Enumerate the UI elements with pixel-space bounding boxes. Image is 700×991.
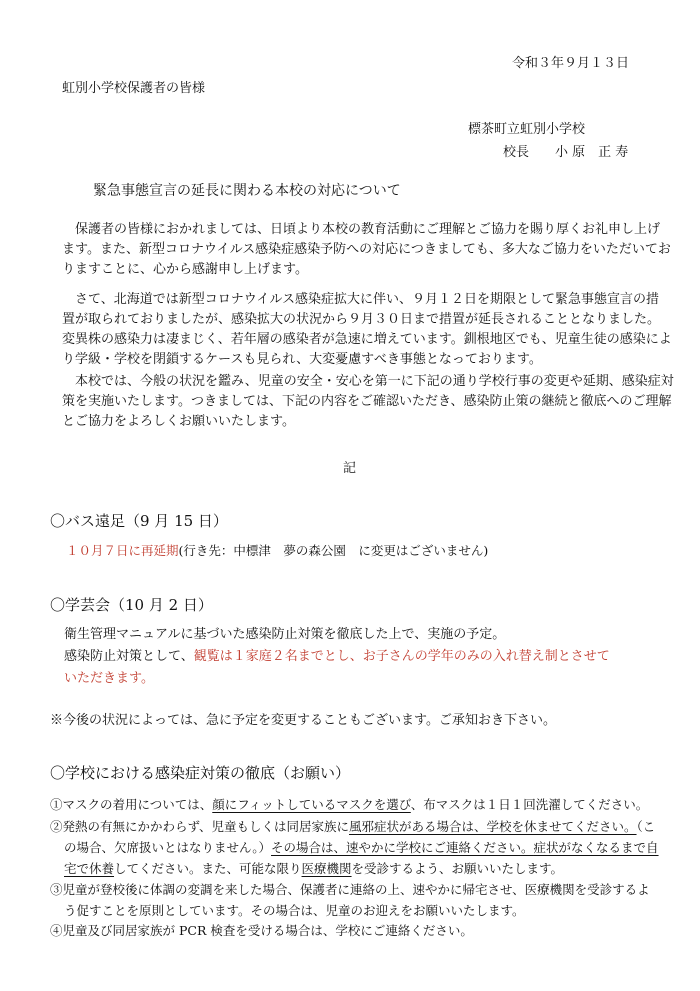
intro-p1-line-1: 保護者の皆様におかれましては、日頃より本校の教育活動にご理解とご協力を賜り厚くお礼申し上げ [75, 222, 661, 237]
measure-2-a: ②発熱の有無にかかわらず、児童もしくは同居家族に [50, 819, 350, 834]
principal-name: 校長 小 原 正 寿 [503, 145, 629, 160]
measure-2-contact: その場合は、速やかに学校にご連絡ください。 [271, 840, 534, 855]
intro-p3-line-2: 策を実施いたします。つきましては、下記の内容をご確認いただき、感染防止策の継続と徹底へのご理解 [62, 394, 672, 409]
gakugei-line-3: いただきます。 [64, 671, 154, 686]
intro-p2-line-3: 変異株の感染力は凄まじく、若年層の感染者が急速に増えています。釧根地区でも、児童生徒の感染によ [62, 332, 672, 347]
gakugei-viewing-rule: 観覧は１家庭２名までとし、お子さんの学年のみの入れ替え制とさせて [193, 649, 610, 664]
school-name: 標茶町立虹別小学校 [468, 122, 586, 137]
intro-paragraph-3 [62, 372, 674, 432]
recipient: 虹別小学校保護者の皆様 [62, 81, 206, 96]
bus-destination-note: (行き先：中標津 夢の森公園 に変更はございません) [178, 543, 489, 558]
measure-2-stay-home: 風邪症状がある場合は、学校を休ませてください。 [349, 819, 637, 834]
intro-paragraph-2 [62, 290, 672, 370]
measure-item-2 [50, 816, 659, 879]
intro-p3-line-1: 本校では、今般の状況を鑑み、児童の安全・安心を第一に下記の通り学校行事の変更や延期、感染症対 [75, 374, 674, 389]
measure-item-3 [50, 879, 650, 921]
gakugei-line-2 [64, 646, 610, 668]
intro-p1-line-3: りますことに、心から感謝申し上げます。 [62, 262, 308, 277]
intro-p2-line-4: り学級・学校を閉鎖するケースも見られ、大変憂慮すべき事態となっております。 [62, 352, 542, 367]
intro-p2-line-2: 置が取られておりましたが、感染拡大の状況から９月３０日まで措置が延長されることとなりました。 [62, 312, 661, 327]
measure-2-medical: 医療機関 [301, 861, 352, 876]
measure-2-f: 症状がなくなるまで自 [533, 840, 659, 855]
intro-p3-line-3: とご協力をよろしくお願いいたします。 [62, 414, 295, 429]
measures-heading: 〇学校における感染症対策の徹底（お願い） [50, 764, 351, 782]
measure-1-mask-fit: 顔にフィットしているマスクを選び [212, 797, 411, 812]
bus-excursion-heading: 〇バス遠足（9 月 15 日） [50, 512, 228, 530]
measure-2-c: （こ [636, 819, 656, 834]
gakugei-line-2-prefix: 感染防止対策として、 [64, 649, 194, 664]
measure-item-4: ④児童及び同居家族が PCR 検査を受ける場合は、学校にご連絡ください。 [50, 923, 473, 938]
measure-1-c: 、布マスクは１日１回洗濯してください。 [410, 797, 649, 812]
issue-date: 令和３年９月１３日 [512, 56, 630, 71]
measure-2-h: してください。また、可能な限り [114, 861, 302, 876]
intro-paragraph-1 [62, 220, 671, 280]
bus-postpone-date: １０月７日に再延期 [66, 543, 179, 558]
measure-2-d: の場合、欠席扱いとはなりません。） [64, 840, 272, 855]
bus-excursion-detail [66, 541, 488, 559]
gakugei-line-1: 衛生管理マニュアルに基づいた感染防止対策を徹底した上で、実施の予定。 [64, 627, 506, 642]
measure-3-line-2: う促すことを原則としています。その場合は、児童のお迎えをお願いいたします。 [64, 903, 525, 918]
intro-p1-line-2: ます。また、新型コロナウイルス感染症感染予防への対応につきましても、多大なご協力をいただいてお [62, 242, 671, 257]
ki-mark: 記 [343, 461, 357, 476]
schedule-change-notice: ※今後の状況によっては、急に予定を変更することもございます。ご承知おき下さい。 [50, 713, 556, 728]
gakugei-heading: 〇学芸会（10 月 2 日） [50, 596, 213, 614]
intro-p2-line-1: さて、北海道では新型コロナウイルス感染症拡大に伴い、９月１２日を期限として緊急事態宣言の措 [75, 292, 659, 307]
gakugei-detail [64, 624, 610, 690]
measure-item-1 [50, 795, 648, 813]
measure-3-line-1: ③児童が登校後に体調の変調を来した場合、保護者に連絡の上、速やかに帰宅させ、医療機関を受診するよ [50, 882, 650, 897]
measure-1-a: ①マスクの着用については、 [50, 797, 213, 812]
measure-2-j: を受診するよう、お願いいたします。 [351, 861, 564, 876]
document-title: 緊急事態宣言の延長に関わる本校の対応について [93, 183, 401, 199]
measure-2-rest-at-home: 宅で休養 [64, 861, 115, 876]
